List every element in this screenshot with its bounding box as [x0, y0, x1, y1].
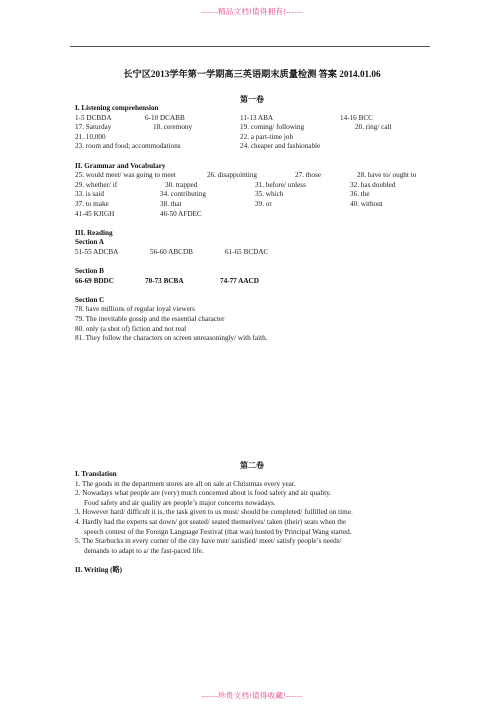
translation-line: 2. Nowadays what people are (very) much concerned about is food safety and air quality. [75, 489, 332, 498]
section-b-heading: Section B [75, 267, 104, 276]
translation-line: 5. The Starbucks in every corner of the city have met/ satisfied/ meet/ satisfy people’s needs/ [75, 537, 342, 546]
grammar-row [75, 181, 445, 191]
reading-heading: III. Reading [75, 228, 113, 237]
answer-group: 1-5 DCBDA [75, 113, 112, 122]
answer-item: 33. is said [75, 190, 104, 199]
reading-b-row [75, 277, 445, 287]
answer-item: 38. that [160, 199, 182, 208]
answer-item: 24. cheaper and fashionable [240, 142, 321, 151]
answer-item: 37. to make [75, 199, 109, 208]
listening-row [75, 133, 445, 143]
section-c-heading: Section C [75, 295, 105, 304]
answer-item: 34. contributing [160, 190, 206, 199]
header-rule [70, 46, 430, 47]
translation-line: demands to adapt to a/ the fast-paced life. [84, 546, 204, 555]
translation-line: speech contest of the Foreign Language Festival (that was) hosted by Principal Wang started. [84, 527, 352, 536]
answer-group: 6-10 DCABB [145, 113, 185, 122]
answer-item: 23. room and food; accommodations [75, 142, 181, 151]
header-banner: ------精品文档!值得拥有!------ [201, 7, 303, 16]
answer-item: 39. or [255, 199, 272, 208]
answer-group: 41-45 KJIGH [75, 209, 115, 218]
grammar-heading: II. Grammar and Vocabulary [75, 161, 166, 170]
answer-item: 36. the [350, 190, 370, 199]
answer-item: 32. has doubled [350, 180, 396, 189]
answer-line: 78. have millions of regular loyal viewers [75, 305, 195, 314]
answer-item: 26. disappointing [207, 171, 257, 180]
grammar-row [75, 200, 445, 210]
translation-line: 4. Hardly had the experts sat down/ got seated/ seated themselves/ taken (their) seats when the [75, 517, 347, 526]
listening-row [75, 114, 445, 124]
answer-group: 56-60 ABCDB [150, 247, 193, 256]
footer-banner: ------珍贵文档!值得收藏!------ [201, 691, 303, 700]
answer-item: 21. 10,000 [75, 132, 106, 141]
answer-group: 70-73 BCBA [145, 276, 184, 285]
reading-a-row [75, 248, 445, 258]
answer-item: 22. a part-time job [240, 132, 294, 141]
answer-line: 81. They follow the characters on screen unreasoningly/ with faith. [75, 334, 268, 343]
translation-line: 3. However hard/ difficult it is, the task given to us must/ should be completed/ fulfilled on time. [75, 508, 353, 517]
answer-item: 27. those [295, 171, 321, 180]
answer-group: 51-55 ADCBA [75, 247, 119, 256]
answer-item: 30. trapped [165, 180, 198, 189]
answer-item: 31. before/ unless [255, 180, 306, 189]
volume-2-body [75, 470, 445, 576]
answer-item: 19. coming/ following [240, 123, 305, 132]
listening-row [75, 142, 445, 152]
translation-heading: I. Translation [75, 470, 117, 478]
section-a-heading: Section A [75, 238, 104, 247]
answer-group: 11-13 ABA [240, 113, 274, 122]
answer-group: 74-77 AACD [220, 276, 259, 285]
volume-1-heading: 第一卷 [240, 95, 264, 104]
answer-item: 29. whether/ if [75, 180, 118, 189]
translation-line: Food safety and air quality are people’s major concerns nowadays. [84, 498, 276, 507]
answer-item: 40. without [350, 199, 383, 208]
answer-item: 28. have to/ ought to [357, 171, 417, 180]
answer-item: 20. ring/ call [355, 123, 392, 132]
listening-row [75, 123, 445, 133]
answer-item: 35. which [255, 190, 284, 199]
grammar-row [75, 171, 445, 181]
answer-group: 14-16 BCC [340, 113, 373, 122]
grammar-row [75, 210, 445, 220]
grammar-row [75, 190, 445, 200]
answer-group: 66-69 BDDC [75, 276, 114, 285]
volume-2-heading: 第二卷 [240, 461, 264, 470]
translation-line: 1. The goods in the department stores are all on sale at Christmas every year. [75, 479, 296, 488]
answer-line: 79. The inevitable gossip and the essential character [75, 315, 225, 324]
listening-heading: I. Listening comprehension [75, 104, 159, 112]
answer-group: 46-50 AFDEC [160, 209, 202, 218]
writing-heading: II. Writing (略) [75, 565, 123, 574]
answer-line: 80. only (a shot of) fiction and not real [75, 324, 187, 333]
answer-item: 25. would meet/ was going to meet [75, 171, 176, 180]
volume-1-body [75, 104, 445, 344]
answer-group: 61-65 BCDAC [225, 247, 269, 256]
answer-item: 18. ceremony [153, 123, 193, 132]
answer-item: 17. Saturday [75, 123, 112, 132]
page-title: 长宁区2013学年第一学期高三英语期末质量检测 答案 2014.01.06 [123, 69, 381, 79]
